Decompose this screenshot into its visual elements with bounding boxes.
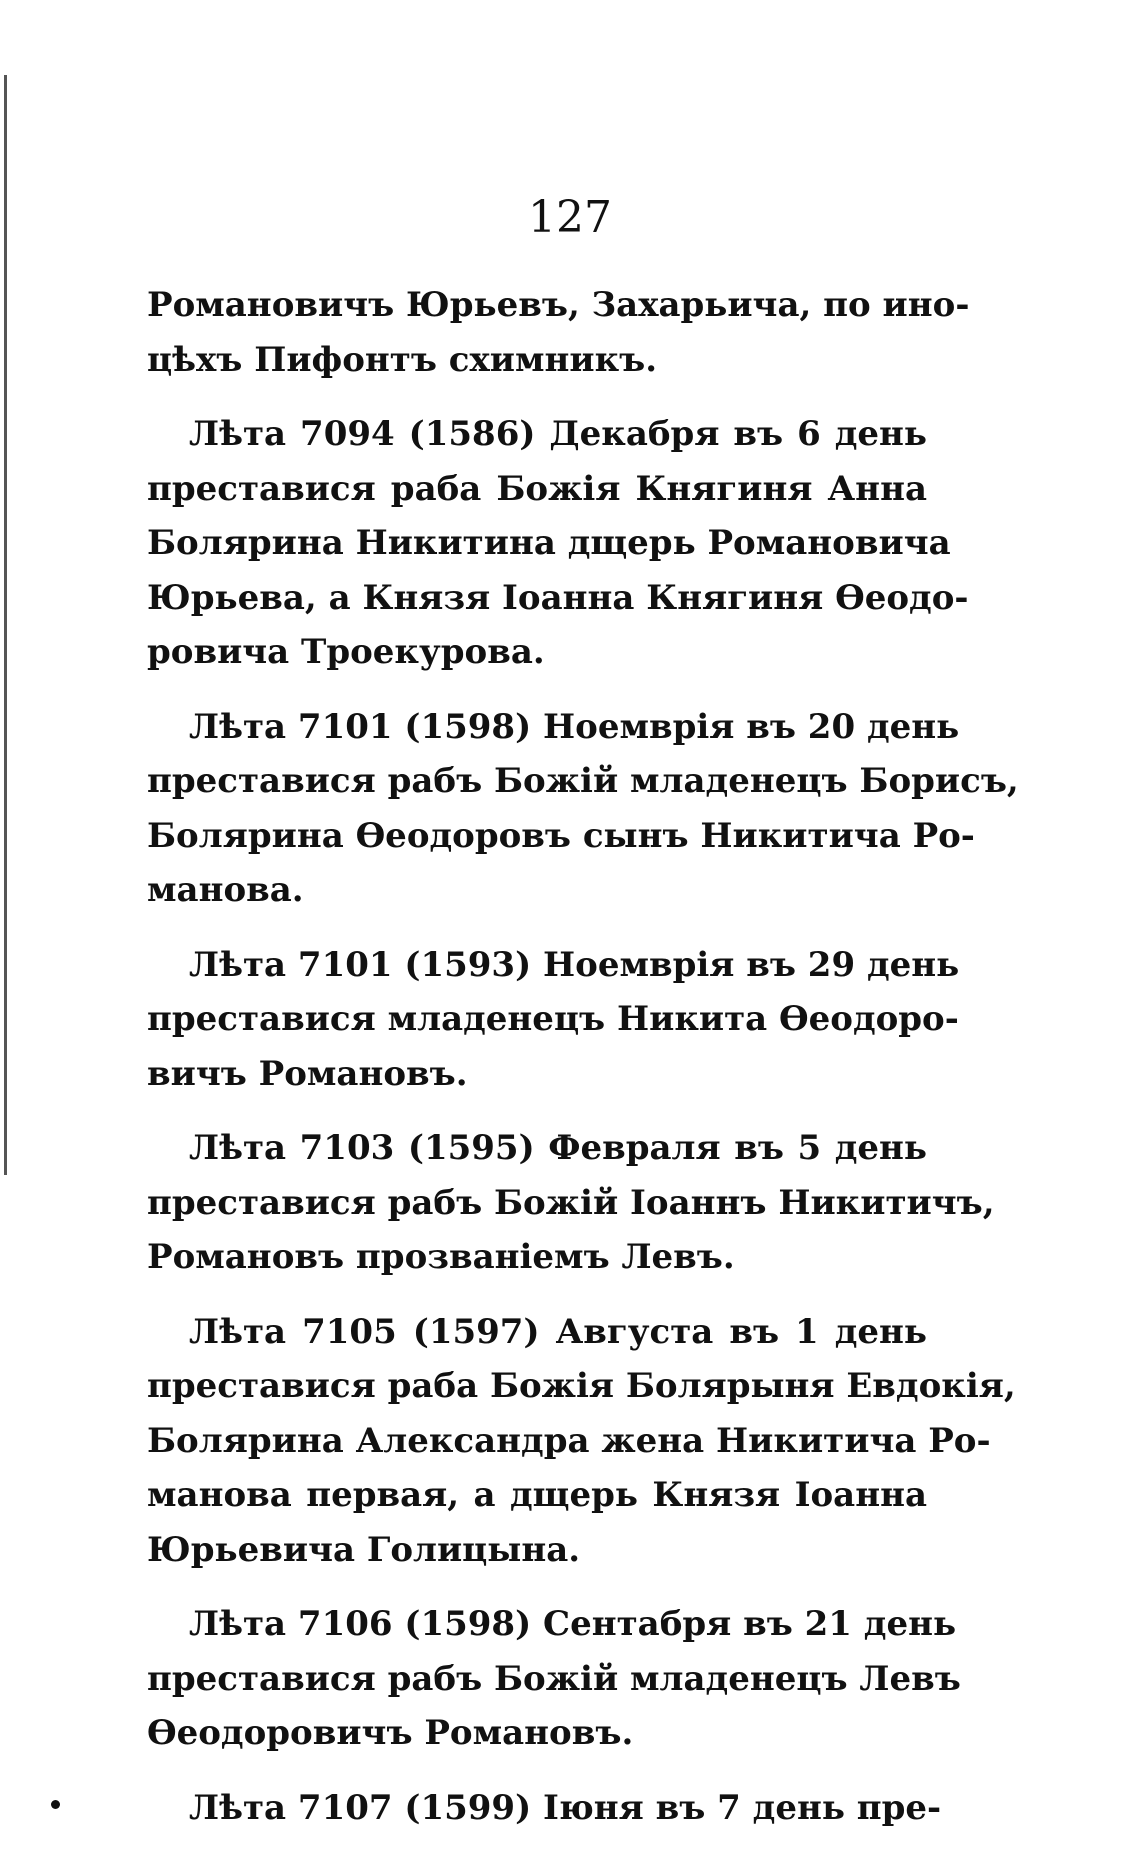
- text-line: Романовъ прозваніемъ Левъ.: [147, 1237, 735, 1277]
- text-line: Лѣта 7094 (1586) Декабря въ 6 день: [189, 414, 927, 454]
- paragraph: [147, 278, 970, 387]
- text-line: Болярина Өеодоровъ сынъ Никитича Ро-: [147, 815, 975, 856]
- text-line: манова.: [147, 870, 304, 910]
- text-line: Лѣта 7101 (1593) Ноемврія въ 29 день: [189, 944, 960, 985]
- ink-speck: [51, 1800, 60, 1809]
- paragraph: [147, 407, 969, 680]
- text-line: преставися рабъ Божій младенецъ Левъ: [147, 1658, 961, 1699]
- text-line: Романовичъ Юрьевъ, Захарьича, по ино-: [147, 285, 970, 325]
- text-line: преставися рабъ Божій младенецъ Борисъ,: [147, 761, 1019, 801]
- text-line: преставися раба Божія Болярыня Евдокія,: [147, 1366, 1016, 1406]
- text-line: Өеодоровичъ Романовъ.: [147, 1713, 634, 1753]
- text-line: преставися раба Божія Княгиня Анна: [147, 468, 927, 509]
- paragraph: [147, 938, 960, 1102]
- text-line: Лѣта 7105 (1597) Августа въ 1 день: [189, 1311, 927, 1352]
- text-line: Лѣта 7106 (1598) Сентабря въ 21 день: [189, 1604, 957, 1644]
- text-line: ровича Троекурова.: [147, 632, 545, 672]
- text-line: Юрьева, а Князя Іоанна Княгиня Өеодо-: [147, 577, 969, 618]
- text-line: Лѣта 7107 (1599) Іюня въ 7 день пре-: [189, 1787, 942, 1828]
- text-line: преставися младенецъ Никита Өеодоро-: [147, 999, 959, 1039]
- text-line: Болярина Никитина дщерь Романовича: [147, 523, 951, 563]
- paragraph: [147, 1305, 1016, 1578]
- body-text: [147, 278, 1019, 1835]
- text-line: манова первая, а дщерь Князя Іоанна: [147, 1475, 927, 1515]
- paragraph: [147, 700, 1019, 918]
- text-line: Юрьевича Голицына.: [147, 1529, 581, 1570]
- text-line: преставися рабъ Божій Іоаннъ Никитичъ,: [147, 1182, 995, 1223]
- paragraph: [147, 1597, 961, 1761]
- paragraph: [147, 1781, 942, 1836]
- text-line: Лѣта 7103 (1595) Февраля въ 5 день: [189, 1128, 927, 1168]
- page-number: 127: [528, 192, 612, 243]
- paragraph: [147, 1121, 995, 1285]
- text-line: вичъ Романовъ.: [147, 1053, 468, 1094]
- text-line: Лѣта 7101 (1598) Ноемврія въ 20 день: [189, 706, 960, 747]
- text-line: Болярина Александра жена Никитича Ро-: [147, 1420, 991, 1461]
- text-line: цѣхъ Пифонтъ схимникъ.: [147, 339, 658, 380]
